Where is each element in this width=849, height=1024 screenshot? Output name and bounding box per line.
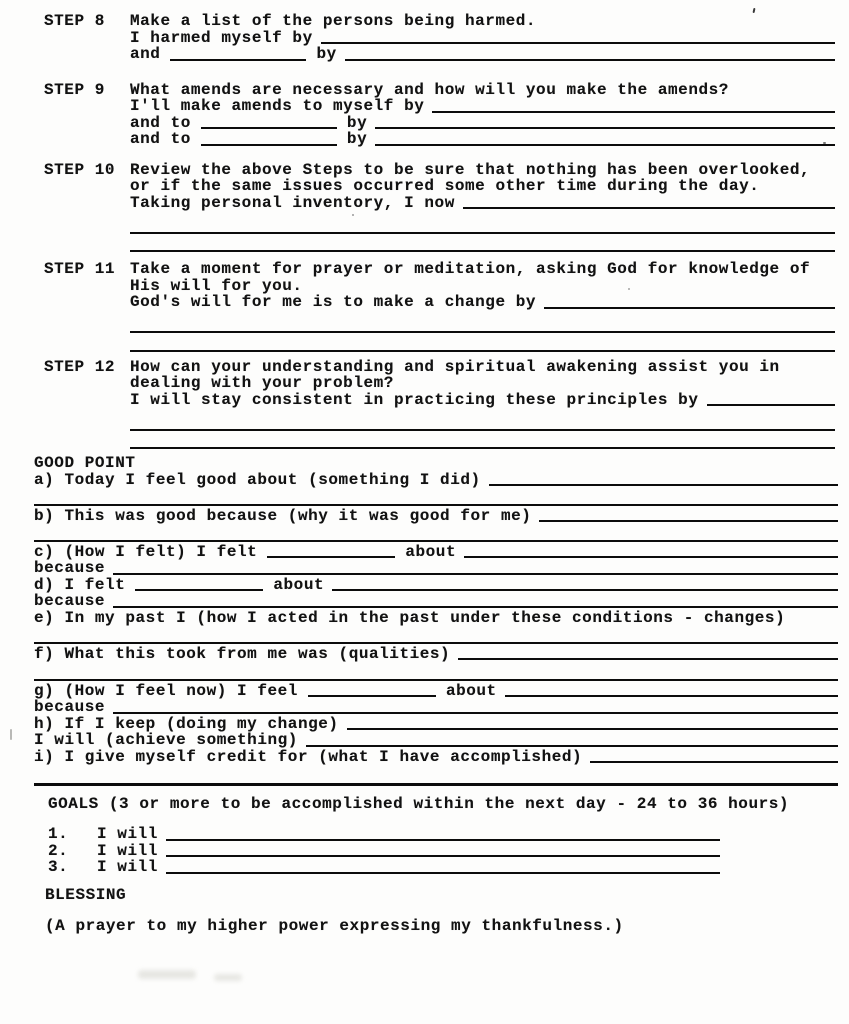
fill-in-blank xyxy=(544,304,835,309)
form-text: Taking personal inventory, I now xyxy=(130,193,455,212)
form-row xyxy=(130,392,835,409)
goals-heading: GOALS (3 or more to be accomplished within the next day - 24 to 36 hours) xyxy=(48,794,790,813)
fill-in-blank xyxy=(166,836,720,841)
form-text: because xyxy=(34,698,106,716)
form-row xyxy=(130,98,835,115)
fill-in-blank xyxy=(267,553,395,558)
goal-number: 1. xyxy=(48,825,69,843)
step-body xyxy=(130,359,835,452)
fill-in-blank xyxy=(113,603,838,608)
step-label: STEP 11 xyxy=(44,260,116,278)
fill-in-blank xyxy=(308,692,436,697)
form-row xyxy=(130,375,835,392)
scan-speck xyxy=(628,288,630,290)
goal-row xyxy=(48,826,720,843)
blessing-heading: BLESSING xyxy=(45,885,127,904)
form-row xyxy=(34,577,838,594)
form-row xyxy=(130,46,835,63)
form-text: c) (How I felt) I felt xyxy=(34,542,258,561)
step-label: STEP 10 xyxy=(44,160,116,179)
form-text: God's will for me is to make a change by xyxy=(130,293,537,311)
fill-in-blank xyxy=(34,780,838,786)
form-text: h) If I keep (doing my change) xyxy=(34,714,339,733)
form-row xyxy=(130,219,835,236)
form-row xyxy=(34,629,838,646)
fill-in-blank xyxy=(34,537,838,542)
form-row xyxy=(130,337,835,354)
fill-in-blank xyxy=(130,444,835,449)
fill-in-blank xyxy=(130,247,835,252)
form-text: f) What this took from me was (qualities) xyxy=(34,644,451,663)
form-row xyxy=(34,508,838,525)
step-block xyxy=(0,261,849,354)
fill-in-blank xyxy=(130,426,835,431)
form-row xyxy=(34,527,838,544)
fill-in-blank xyxy=(345,56,835,61)
form-text: e) In my past I (how I acted in the past under these conditions - changes) xyxy=(34,608,786,627)
form-row xyxy=(34,593,838,610)
fill-in-blank xyxy=(201,141,337,146)
form-text: His will for you. xyxy=(130,276,303,295)
step-label: STEP 9 xyxy=(44,80,105,99)
form-row xyxy=(34,472,838,489)
fill-in-blank xyxy=(347,725,838,730)
good-point-heading: GOOD POINT xyxy=(34,454,136,472)
form-row xyxy=(130,131,835,148)
fill-in-blank xyxy=(166,852,720,857)
form-text: by xyxy=(346,113,368,132)
scan-speck xyxy=(823,142,826,144)
form-text: about xyxy=(445,681,497,700)
fill-in-blank xyxy=(130,328,835,333)
goal-number: 3. xyxy=(48,858,69,876)
form-row xyxy=(130,278,835,295)
scan-speck xyxy=(352,214,354,216)
scan-smudge xyxy=(214,974,242,981)
form-text: and xyxy=(130,45,161,63)
goal-text: I will xyxy=(97,858,158,876)
form-row xyxy=(130,261,835,278)
fill-in-blank xyxy=(321,39,835,44)
fill-in-blank xyxy=(375,141,835,146)
form-text: dealing with your problem? xyxy=(130,374,394,392)
fill-in-blank xyxy=(375,124,835,129)
form-text: because xyxy=(34,559,106,577)
step-body xyxy=(130,82,835,148)
step-body xyxy=(130,261,835,354)
goals-list xyxy=(48,826,720,876)
fill-in-blank xyxy=(34,676,838,681)
step-body xyxy=(130,162,835,255)
step-block xyxy=(0,162,849,255)
form-row xyxy=(34,646,838,663)
fill-in-blank xyxy=(130,229,835,234)
step-block xyxy=(0,359,849,452)
form-row xyxy=(130,359,835,376)
fill-in-blank xyxy=(135,586,263,591)
fill-in-blank xyxy=(34,501,838,506)
fill-in-blank xyxy=(130,347,835,352)
fill-in-blank xyxy=(707,401,836,406)
fill-in-blank xyxy=(590,758,838,763)
goals-section xyxy=(0,796,849,876)
step-block xyxy=(0,13,849,63)
form-row xyxy=(130,13,835,30)
form-text: I'll make amends to myself by xyxy=(130,97,425,115)
form-text: about xyxy=(273,575,325,594)
step-label: STEP 12 xyxy=(44,357,116,376)
form-text: i) I give myself credit for (what I have accomplished) xyxy=(34,747,583,766)
goal-row xyxy=(48,859,720,876)
form-text: I will stay consistent in practicing these principles by xyxy=(130,390,699,409)
form-row xyxy=(130,294,835,311)
form-row xyxy=(34,771,838,788)
form-row xyxy=(130,82,835,99)
form-text: Take a moment for prayer or meditation, asking God for knowledge of xyxy=(130,260,811,278)
form-text: g) (How I feel now) I feel xyxy=(34,681,298,700)
form-row xyxy=(130,435,835,452)
blessing-section xyxy=(0,887,849,935)
form-text: d) I felt xyxy=(34,575,126,594)
form-row xyxy=(130,195,835,212)
step-body xyxy=(130,13,835,63)
form-text: How can your understanding and spiritual awakening assist you in xyxy=(130,357,780,376)
form-row xyxy=(130,319,835,336)
step-label: STEP 8 xyxy=(44,12,105,30)
fill-in-blank xyxy=(166,869,720,874)
goal-text: I will xyxy=(97,825,158,843)
form-row xyxy=(130,115,835,132)
form-row xyxy=(34,716,838,733)
fill-in-blank xyxy=(306,742,838,747)
form-row xyxy=(34,699,838,716)
form-text: and to xyxy=(130,130,191,148)
goal-text: I will xyxy=(97,841,158,860)
fill-in-blank xyxy=(539,517,838,522)
form-text: b) This was good because (why it was good for me) xyxy=(34,506,532,525)
form-row xyxy=(34,544,838,561)
form-row xyxy=(34,610,838,627)
fill-in-blank xyxy=(463,204,835,209)
form-row xyxy=(34,560,838,577)
fill-in-blank xyxy=(201,124,337,129)
form-row xyxy=(130,238,835,255)
form-text: because xyxy=(34,592,106,610)
good-point-rows xyxy=(34,472,838,788)
form-row xyxy=(130,162,835,179)
form-row xyxy=(130,178,835,195)
form-text: What amends are necessary and how will you make the amends? xyxy=(130,80,729,99)
form-text: and to xyxy=(130,113,191,132)
fill-in-blank xyxy=(464,553,838,558)
form-text: or if the same issues occurred some other time during the day. xyxy=(130,177,760,195)
form-text: about xyxy=(405,542,457,561)
blessing-note: (A prayer to my higher power expressing my thankfulness.) xyxy=(45,917,624,935)
fill-in-blank xyxy=(489,481,838,486)
form-text: by xyxy=(316,45,337,63)
form-row xyxy=(34,666,838,683)
form-text: a) Today I feel good about (something I did) xyxy=(34,470,481,489)
fill-in-blank xyxy=(113,709,838,714)
fill-in-blank xyxy=(34,639,838,644)
goal-number: 2. xyxy=(48,841,69,860)
form-row xyxy=(130,30,835,47)
form-row xyxy=(34,683,838,700)
fill-in-blank xyxy=(332,586,838,591)
form-row xyxy=(34,491,838,508)
form-row xyxy=(34,732,838,749)
form-text: by xyxy=(346,130,368,148)
form-text: I harmed myself by xyxy=(130,28,313,47)
form-row xyxy=(130,416,835,433)
form-text: I will (achieve something) xyxy=(34,731,298,749)
scan-smudge xyxy=(138,970,196,979)
good-point-section xyxy=(0,455,849,788)
goal-row xyxy=(48,843,720,860)
fill-in-blank xyxy=(505,692,838,697)
form-text: Make a list of the persons being harmed. xyxy=(130,12,537,30)
scan-artifact-tick xyxy=(10,729,12,740)
fill-in-blank xyxy=(458,655,838,660)
form-text: Review the above Steps to be sure that nothing has been overlooked, xyxy=(130,160,811,179)
steps-section xyxy=(0,13,849,451)
step-block xyxy=(0,82,849,148)
form-row xyxy=(34,749,838,766)
fill-in-blank xyxy=(432,108,835,113)
fill-in-blank xyxy=(170,56,306,61)
fill-in-blank xyxy=(113,570,838,575)
